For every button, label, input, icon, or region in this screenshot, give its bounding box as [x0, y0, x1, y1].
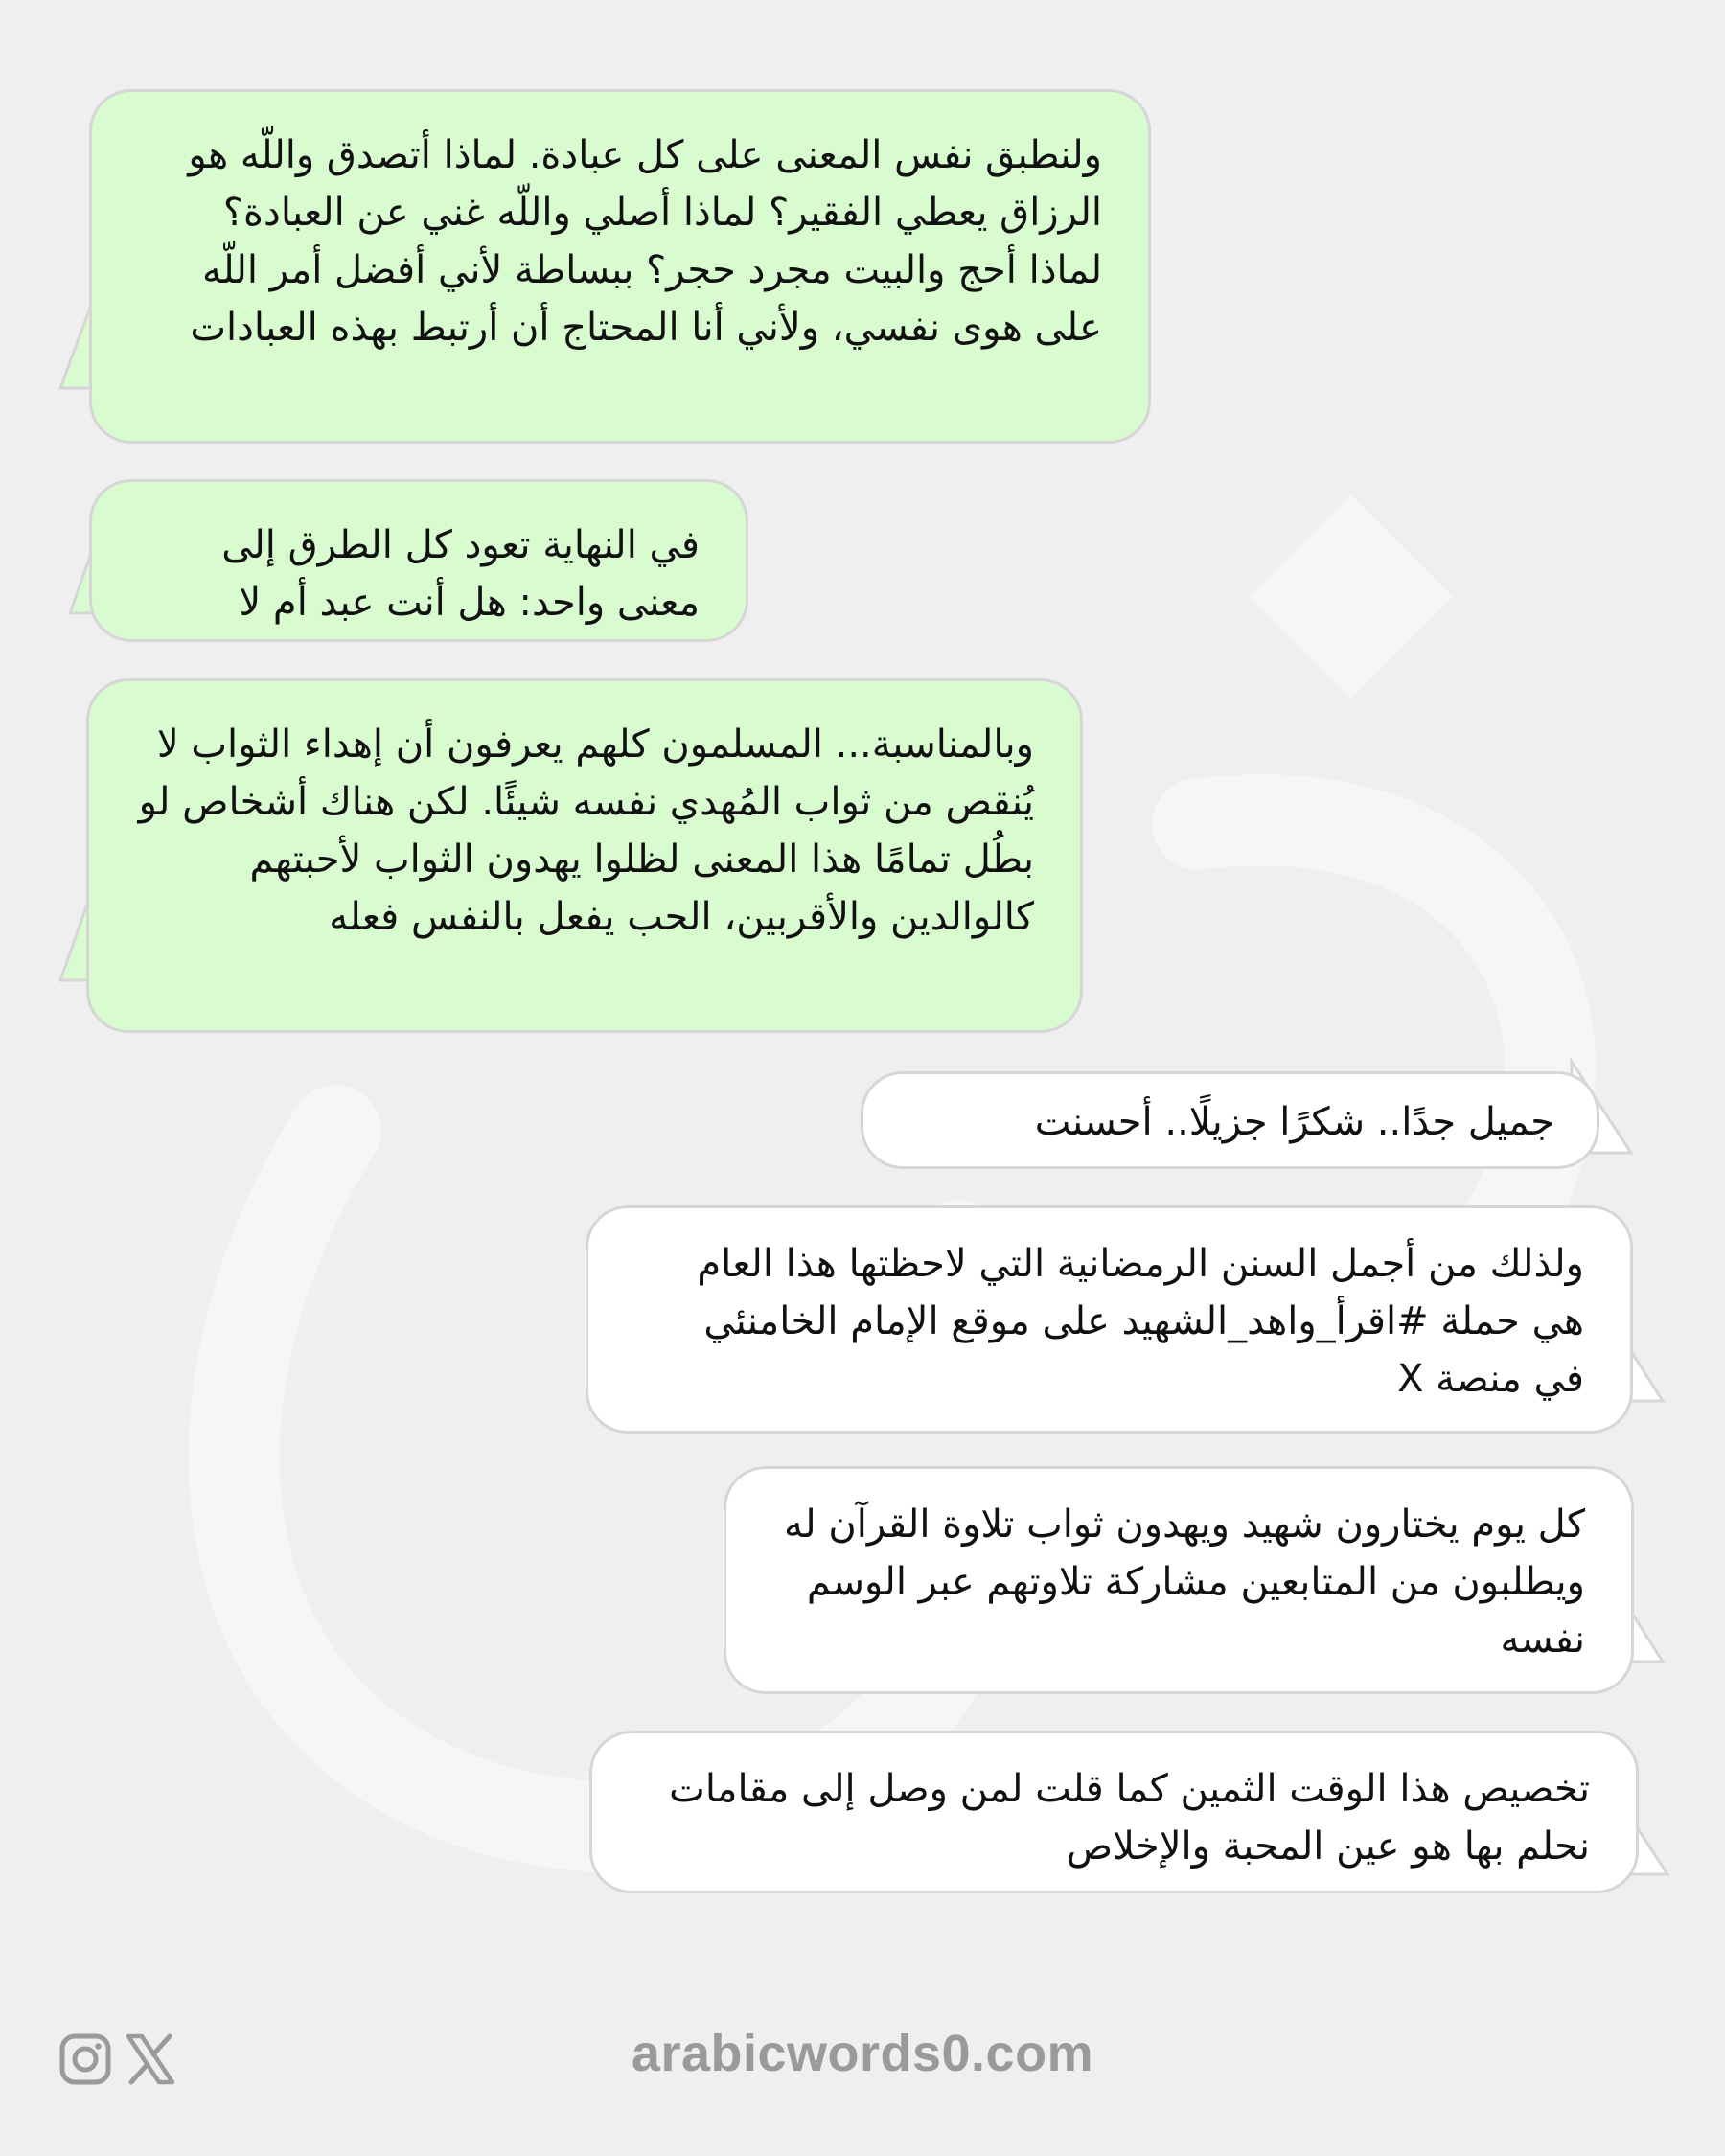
message-text: ولذلك من أجمل السنن الرمضانية التي لاحظتها هذا العام هي حملة #اقرأ_واهد_الشهيد على موقع الإمام الخامنئي في منصة X	[697, 1242, 1584, 1401]
message-text: كل يوم يختارون شهيد ويهدون ثواب تلاوة القرآن له ويطلبون من المتابعين مشاركة تلاوتهم عبر الوسم نفسه	[784, 1502, 1585, 1662]
message-bubble-incoming[interactable]	[86, 678, 1083, 1033]
message-bubble-incoming[interactable]	[89, 89, 1151, 444]
message-text: تخصيص هذا الوقت الثمين كما قلت لمن وصل إلى مقامات نحلم بها هو عين المحبة والإخلاص	[669, 1767, 1590, 1869]
message-bubble-incoming[interactable]	[89, 479, 748, 642]
message-text: في النهاية تعود كل الطرق إلى معنى واحد: هل أنت عبد أم لا	[221, 523, 700, 625]
message-bubble-outgoing[interactable]	[589, 1731, 1639, 1893]
message-text: ولنطبق نفس المعنى على كل عبادة. لماذا أتصدق واللّه هو الرزاق يعطي الفقير؟ لماذا أصلي واللّه غني عن العبادة؟ لماذا أحج والبيت مجرد حجر؟ ببساطة لأني أفضل أمر اللّه على هوى نفسي، ولأني أنا المحتاج أن أرتبط بهذه العبادات	[188, 133, 1102, 350]
message-text: جميل جدًا.. شكرًا جزيلًا.. أحسنت	[1034, 1100, 1554, 1144]
message-bubble-outgoing[interactable]	[861, 1071, 1599, 1169]
message-text: وبالمناسبة... المسلمون كلهم يعرفون أن إهداء الثواب لا يُنقص من ثواب المُهدي نفسه شيئًا. لكن هناك أشخاص لو بطُل تمامًا هذا المعنى لظلوا يهدون الثواب لأحبتهم كالوالدين والأقربين، الحب يفعل بالنفس فعله	[138, 722, 1034, 939]
message-bubble-outgoing[interactable]	[724, 1466, 1634, 1694]
website-url: arabicwords0.com	[631, 2025, 1094, 2082]
message-bubble-outgoing[interactable]	[586, 1205, 1633, 1434]
